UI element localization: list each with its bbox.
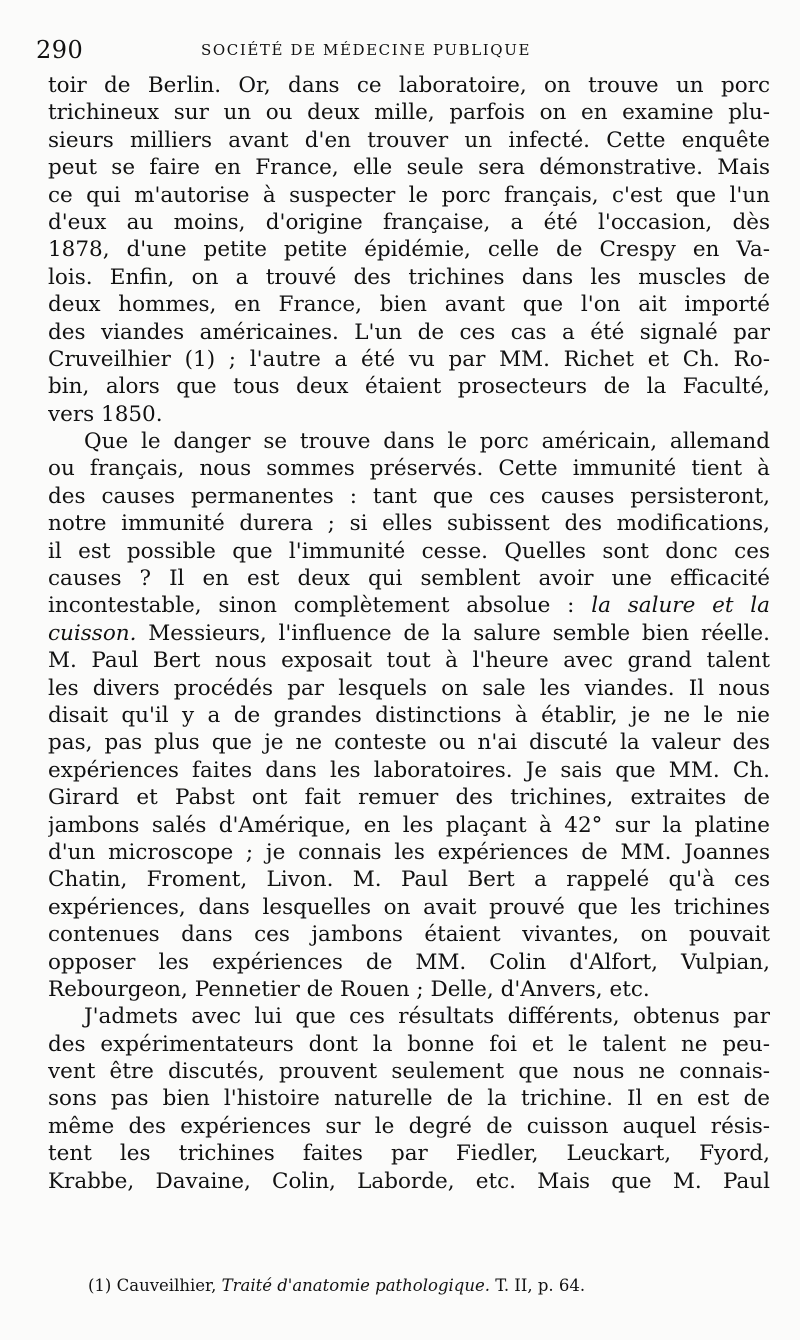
text-line: jambons salés d'Amérique, en les plaçant à 42° sur la platine — [48, 812, 770, 838]
text-line: Rebourgeon, Pennetier de Rouen ; Delle, d'Anvers, etc. — [48, 976, 650, 1002]
text-line: trichineux sur un ou deux mille, parfois on en examine plu- — [48, 100, 770, 126]
text-line: Krabbe, Davaine, Colin, Laborde, etc. Mais que M. Paul — [48, 1168, 770, 1194]
text-line: sieurs milliers avant d'en trouver un infecté. Cette enquête — [48, 127, 770, 153]
text-line: Girard et Pabst ont fait remuer des trichines, extraites de — [48, 785, 770, 811]
text-line: bin, alors que tous deux étaient prosecteurs de la Faculté, — [48, 374, 770, 400]
text-line: 1878, d'une petite petite épidémie, celle de Crespy en Va- — [48, 237, 770, 263]
text-line: ce qui m'autorise à suspecter le porc français, c'est que l'un — [48, 182, 770, 208]
italic-phrase: cuisson. — [48, 620, 137, 646]
text-line: expériences, dans lesquelles on avait prouvé que les trichines — [48, 894, 770, 920]
text-line-with-italic — [48, 620, 770, 647]
footnote-reference: T. II, p. 64. — [495, 1276, 586, 1295]
text-line: J'admets avec lui que ces résultats différents, obtenus par — [84, 1004, 770, 1030]
text-line: toir de Berlin. Or, dans ce laboratoire, on trouve un porc — [48, 73, 770, 98]
text-line: il est possible que l'immunité cesse. Quelles sont donc ces — [48, 538, 770, 564]
text-line: disait qu'il y a de grandes distinctions à établir, je ne le nie — [48, 702, 770, 728]
text-line: Que le danger se trouve dans le porc américain, allemand — [84, 429, 770, 455]
text-line: sons pas bien l'histoire naturelle de la trichine. Il en est de — [48, 1086, 770, 1112]
running-head: SOCIÉTÉ DE MÉDECINE PUBLIQUE — [201, 41, 531, 59]
text-line: vers 1850. — [48, 401, 163, 427]
text-segment: incontestable, sinon complètement absolue : — [48, 593, 575, 619]
text-line: vent être discutés, prouvent seulement que nous ne connais- — [48, 1059, 770, 1085]
body-text — [48, 72, 770, 1195]
footnote — [88, 1275, 585, 1297]
text-line: des causes permanentes : tant que ces causes persisteront, — [48, 483, 770, 509]
text-line: M. Paul Bert nous exposait tout à l'heure avec grand talent — [48, 648, 770, 674]
text-line: des viandes américaines. L'un de ces cas a été signalé par — [48, 319, 770, 345]
italic-phrase: la salure et la — [591, 593, 770, 619]
footnote-title: Traité d'anatomie pathologique. — [221, 1276, 490, 1295]
text-line-with-italic — [48, 592, 770, 619]
text-line: des expérimentateurs dont la bonne foi et le talent ne peu- — [48, 1031, 770, 1057]
text-line: Cruveilhier (1) ; l'autre a été vu par MM. Richet et Ch. Ro- — [48, 346, 770, 372]
text-line: lois. Enfin, on a trouvé des trichines dans les muscles de — [48, 264, 770, 290]
text-segment: Messieurs, l'influence de la salure semble bien réelle. — [148, 620, 770, 646]
text-line: d'un microscope ; je connais les expériences de MM. Joannes — [48, 839, 770, 865]
text-line: ou français, nous sommes préservés. Cette immunité tient à — [48, 456, 770, 482]
text-line: contenues dans ces jambons étaient vivantes, on pouvait — [48, 922, 770, 948]
page-number: 290 — [36, 36, 84, 64]
text-line: même des expériences sur le degré de cuisson auquel résis- — [48, 1113, 770, 1139]
text-line: les divers procédés par lesquels on sale les viandes. Il nous — [48, 675, 770, 701]
text-line: expériences faites dans les laboratoires. Je sais que MM. Ch. — [48, 757, 770, 783]
text-line: causes ? Il en est deux qui semblent avoir une efficacité — [48, 566, 770, 592]
text-line: tent les trichines faites par Fiedler, Leuckart, Fyord, — [48, 1141, 770, 1167]
text-line: Chatin, Froment, Livon. M. Paul Bert a rappelé qu'à ces — [48, 867, 770, 893]
page-header — [36, 36, 776, 66]
text-line: deux hommes, en France, bien avant que l'on ait importé — [48, 292, 770, 318]
footnote-marker: (1) Cauveilhier, — [88, 1276, 217, 1295]
text-line: pas, pas plus que je ne conteste ou n'ai discuté la valeur des — [48, 730, 770, 756]
text-line: notre immunité durera ; si elles subissent des modifications, — [48, 511, 770, 537]
text-line: peut se faire en France, elle seule sera démonstrative. Mais — [48, 155, 770, 181]
text-line: opposer les expériences de MM. Colin d'Alfort, Vulpian, — [48, 949, 770, 975]
text-line: d'eux au moins, d'origine française, a été l'occasion, dès — [48, 209, 770, 235]
